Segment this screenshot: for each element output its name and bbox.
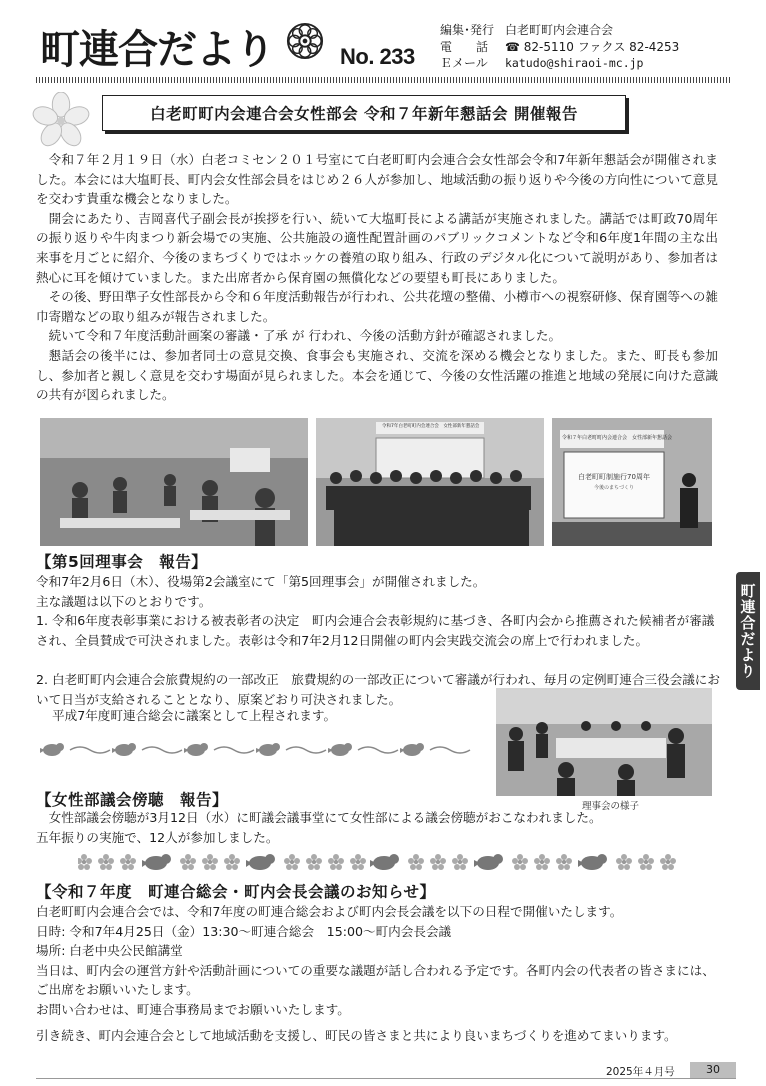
text-line: 白老町町内会連合会では、令和7年度の町連合総会および町内会長会議を以下の日程で開催いたします。 (36, 904, 623, 919)
section-body (36, 808, 676, 847)
text-line: 当日は、町内会の運営方針や活動計画についての重要な議題が話し合われる予定です。各町内会の代表者の皆さまには、ご出席をお願いいたします。 (36, 962, 715, 998)
paragraph: 令和７年２月１９日（水）白老コミセン２０１号室にて白老町町内会連合会女性部会令和7年新年懇話会が開催されました。本会には大塩町長、町内会女性部会員をはじめ２６人が参加し、地域活動の振り返りや今後の方向性について意見を交わす貴重な機会となりました。 (36, 152, 718, 207)
article-body (36, 150, 718, 405)
section-heading: 【令和７年度 町連合総会・町内会長会議のお知らせ】 (36, 883, 436, 901)
contact-line: お問い合わせは、町連合事務局までお願いいたします。 (36, 1001, 350, 1017)
decorative-divider (40, 740, 480, 760)
section-body (36, 572, 718, 650)
text-line: 五年振りの実施で、12人が参加しました。 (36, 829, 279, 845)
event-location: 場所: 白老中央公民館講堂 (36, 943, 183, 959)
photo-board-meeting (496, 688, 712, 796)
photo-lecture (552, 418, 712, 546)
publisher-info (440, 22, 679, 72)
text-line: 女性部議会傍聴が3月12日（水）に町議会議事堂にて女性部による議会傍聴がおこなわれました。 (48, 810, 602, 825)
page-number: 30 (690, 1062, 736, 1078)
town-emblem-icon (286, 22, 324, 60)
section-heading: 【女性部議会傍聴 報告】 (36, 791, 229, 809)
paragraph: 懇話会の後半には、参加者同士の意見交換、食事会も実施され、交流を深める機会となりました。また、町長も参加し、参加者と親しく意見を交わす場面が見られました。本会を通じて、今後の女性活躍の推進と地域の発展に向けた意識の共有が図られました。 (36, 347, 718, 403)
decorative-divider (78, 850, 678, 874)
photo-banner: 令和７年白老町町内会連合会 女性部新年懇話会 (562, 435, 673, 441)
publisher-name: 白老町町内会連合会 (505, 23, 614, 37)
photo-caption: 理事会の様子 (582, 801, 640, 812)
section-side-tab: 町連合だより (736, 572, 760, 690)
paragraph: その後、野田準子女性部長から令和６年度活動報告が行われ、公共花壇の整備、小樽市への視察研修、保育園等への雑巾寄贈などの取り組みが報告されました。 (36, 289, 718, 324)
section-body (36, 902, 718, 1020)
section-heading: 【第5回理事会 報告】 (36, 553, 208, 571)
screen-subtitle: 今後のまちづくり (594, 485, 634, 491)
paragraph: 開会にあたり、吉岡喜代子副会長が挨拶を行い、続いて大塩町長による講話が実施されました。講話では町政70周年の振り返りや牛肉まつり新会場での実施、公共施設の適性配置計画のパブリックコメントなど令和6年度1年間の主な出来事を月ごとに紹介、今後のまちづくりではホッケの養殖の取り組み、行政のデジタル化について説明があり、参加者は熱心に耳を傾けていました。また出席者から保育園の無償化などの要望も町長にありました。 (36, 210, 718, 285)
issue-date: 2025年４月号 (606, 1066, 675, 1078)
phone-number: ☎ 82-5110 ファクス 82-4253 (505, 39, 680, 54)
event-datetime: 日時: 令和7年4月25日（金）13:30～町連合総会 15:00～町内会長会議 (36, 923, 452, 939)
closing-message: 引き続き、町内会連合会として地域活動を支援し、町民の皆さまと共により良いまちづくりを進めてまいります。 (36, 1028, 677, 1043)
photo-group (316, 418, 544, 546)
issue-number: No. 233 (340, 44, 415, 69)
cherry-blossom-icon (32, 92, 90, 150)
bird-icon (40, 740, 480, 760)
footer-divider (36, 1078, 736, 1079)
agenda-item: 1. 令和6年度表彰事業における被表彰者の決定 町内会連合会表彰規約に基づき、各町内会から推薦された候補者が審議され、全員賛成で可決されました。表彰は令和7年2月12日開催の町内会実践交流会の席上で行われました。 (36, 613, 715, 648)
screen-title: 白老町町制施行70周年 (578, 473, 650, 481)
newsletter-title: 町連合だより (40, 26, 274, 73)
text-line: 令和7年2月6日（木）、役場第2会議室にて「第5回理事会」が開催されました。 (36, 574, 486, 589)
bird-icon (78, 850, 678, 874)
photo-banner: 令和7年白老町町内会連合会 女性部新年懇話会 (382, 424, 480, 429)
agenda-item: 2. 白老町町内会連合会旅費規約の一部改正 旅費規約の一部改正について審議が行われ、毎月の定例町連合三役会議において日当が支給されることとなり、原案どおり可決されました。 (36, 672, 720, 707)
text-line: 主な議題は以下のとおりです。 (36, 593, 212, 609)
article-headline: 白老町町内会連合会女性部会 令和７年新年懇話会 開催報告 (102, 95, 626, 131)
masthead-divider (36, 77, 730, 83)
publisher-label: 編集･発行 (440, 23, 495, 37)
email-label: Ｅメール (440, 56, 488, 70)
email-address[interactable]: katudo@shiraoi-mc.jp (505, 56, 644, 70)
phone-label: 電 話 (440, 39, 489, 54)
note-line: 平成7年度町連合総会に議案として上程されます。 (52, 708, 337, 723)
photo-meeting-room (40, 418, 308, 546)
paragraph: 続いて令和７年度活動計画案の審議・了承 が 行われ、今後の活動方針が確認されました。 (48, 328, 562, 344)
